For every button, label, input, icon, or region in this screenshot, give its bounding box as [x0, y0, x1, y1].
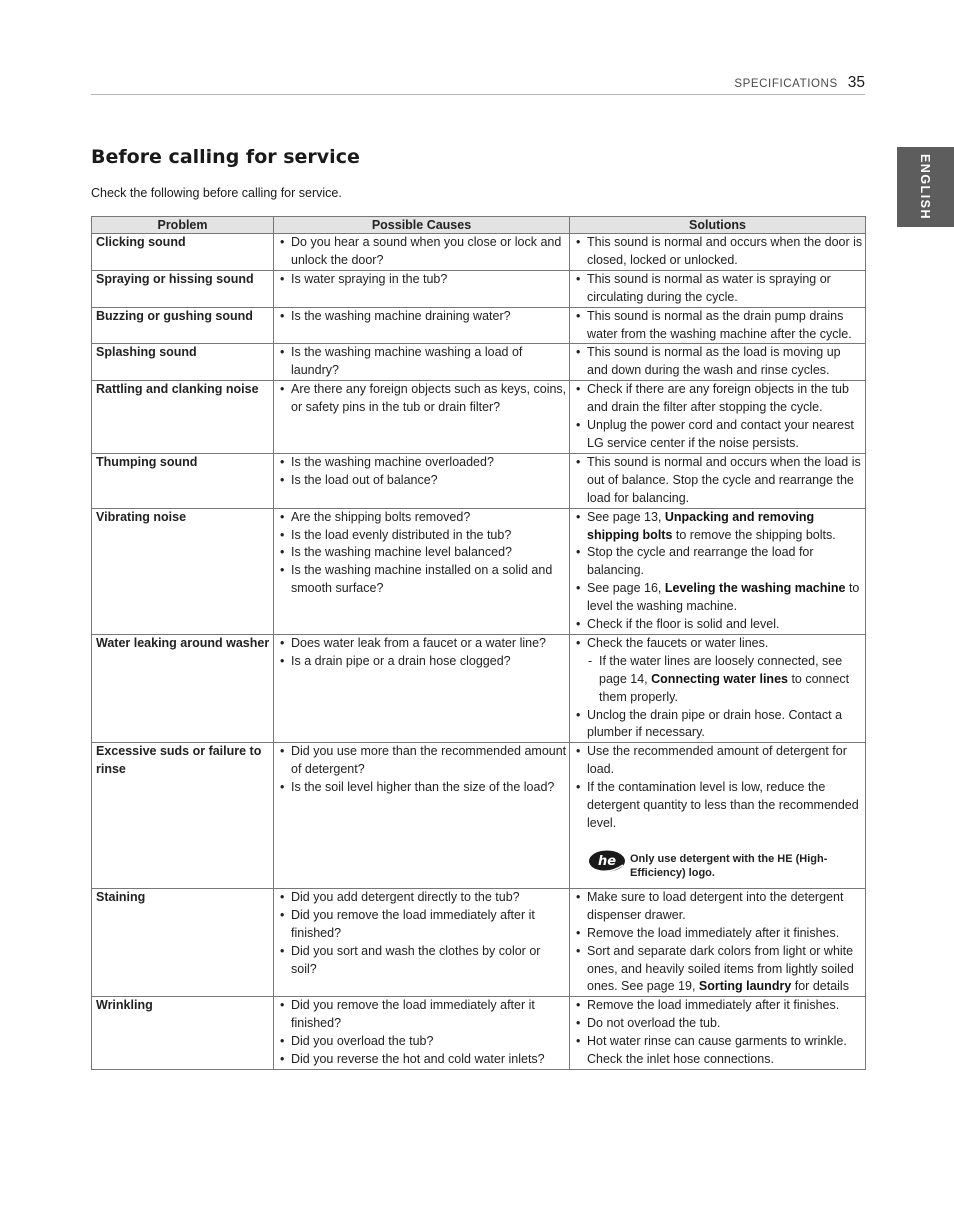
solution-item: • Check if the floor is solid and level. — [574, 616, 863, 634]
solution-text: for details — [791, 979, 849, 994]
he-detergent-note — [588, 849, 863, 880]
page-reference: Sorting laundry — [698, 979, 792, 994]
solution-item: • Do not overload the tub. — [574, 1015, 863, 1033]
solution-item: • Remove the load immediately after it finishes. — [574, 925, 863, 943]
cause-item: • Did you remove the load immediately after it finished? — [278, 997, 567, 1033]
problem-cell: Staining — [92, 888, 274, 996]
problem-cell: Splashing sound — [92, 344, 274, 381]
cause-item: • Did you add detergent directly to the tub? — [278, 889, 567, 907]
cause-item: • Does water leak from a faucet or a water line? — [278, 635, 567, 653]
problem-cell: Clicking sound — [92, 234, 274, 271]
causes-cell — [274, 381, 570, 454]
solution-item: • This sound is normal as the load is moving up and down during the wash and rinse cycles. — [574, 344, 863, 380]
table-row — [92, 344, 866, 381]
cause-item: • Did you remove the load immediately after it finished? — [278, 907, 567, 943]
cause-item: • Are the shipping bolts removed? — [278, 509, 567, 527]
causes-cell — [274, 344, 570, 381]
table-row — [92, 743, 866, 889]
solution-text: to level the washing machine. — [587, 581, 860, 614]
solution-text: Sort and separate dark colors from light or white ones, and heavily soiled items from lightly soiled ones. See page 19, — [587, 943, 854, 994]
table-row — [92, 888, 866, 996]
solution-text: If the water lines are loosely connected, see page 14, — [599, 653, 843, 686]
problem-cell: Excessive suds or failure to rinse — [92, 743, 274, 889]
causes-cell — [274, 888, 570, 996]
solution-text: to remove the shipping bolts. — [672, 527, 836, 542]
solution-item: • Make sure to load detergent into the detergent dispenser drawer. — [574, 889, 863, 925]
column-header-causes: Possible Causes — [274, 217, 570, 234]
solution-text: See page 16, — [587, 581, 665, 596]
causes-cell — [274, 307, 570, 344]
solution-item: • Use the recommended amount of detergent for load. — [574, 743, 863, 779]
solution-item — [574, 580, 863, 616]
solution-item: • Hot water rinse can cause garments to wrinkle. Check the inlet hose connections. — [574, 1033, 863, 1069]
solutions-cell — [570, 508, 866, 634]
causes-cell — [274, 997, 570, 1070]
column-header-solutions: Solutions — [570, 217, 866, 234]
problem-cell: Spraying or hissing sound — [92, 270, 274, 307]
problem-cell: Wrinkling — [92, 997, 274, 1070]
cause-item: • Did you sort and wash the clothes by color or soil? — [278, 943, 567, 979]
solution-item: • If the contamination level is low, reduce the detergent quantity to less than the recommended level. — [574, 779, 863, 833]
language-tab-label: ENGLISH — [918, 153, 932, 221]
cause-item: • Is the load out of balance? — [278, 472, 567, 490]
solution-item: • Stop the cycle and rearrange the load for balancing. — [574, 544, 863, 580]
table-row — [92, 634, 866, 742]
solution-item: • Remove the load immediately after it finishes. — [574, 997, 863, 1015]
language-tab — [897, 147, 954, 227]
causes-cell — [274, 234, 570, 271]
cause-item: • Are there any foreign objects such as keys, coins, or safety pins in the tub or drain filter? — [278, 381, 567, 417]
solution-item: • This sound is normal and occurs when the load is out of balance. Stop the cycle and rearrange the load for balancing. — [574, 454, 863, 508]
cause-item: • Is a drain pipe or a drain hose clogged? — [278, 653, 567, 671]
solutions-cell — [570, 381, 866, 454]
cause-item: • Is the washing machine level balanced? — [278, 544, 567, 562]
solutions-cell — [570, 634, 866, 742]
he-logo-text: he — [597, 853, 617, 869]
cause-item: • Is the washing machine draining water? — [278, 308, 567, 326]
solution-item: • This sound is normal and occurs when the door is closed, locked or unlocked. — [574, 234, 863, 270]
intro-text: Check the following before calling for service. — [91, 186, 342, 200]
solutions-cell — [570, 453, 866, 508]
he-logo-icon — [588, 849, 626, 873]
causes-cell — [274, 634, 570, 742]
table-row — [92, 453, 866, 508]
solutions-cell — [570, 743, 866, 889]
solution-text: See page 13, — [587, 509, 665, 524]
problem-cell: Vibrating noise — [92, 508, 274, 634]
solutions-cell — [570, 307, 866, 344]
he-note-text: Only use detergent with the HE (High-Efficiency) logo. — [630, 852, 828, 879]
page-header — [91, 74, 865, 95]
solution-item: • This sound is normal as water is spraying or circulating during the cycle. — [574, 271, 863, 307]
column-header-problem: Problem — [92, 217, 274, 234]
cause-item: • Is the washing machine overloaded? — [278, 454, 567, 472]
troubleshooting-table — [91, 216, 866, 1070]
table-row — [92, 508, 866, 634]
solution-item — [574, 509, 863, 545]
problem-cell: Buzzing or gushing sound — [92, 307, 274, 344]
page-reference: Unpacking and removing shipping bolts — [587, 509, 815, 542]
solution-item: • This sound is normal as the drain pump drains water from the washing machine after the cycle. — [574, 308, 863, 344]
solutions-cell — [570, 997, 866, 1070]
solutions-cell — [570, 344, 866, 381]
section-name: SPECIFICATIONS — [734, 78, 838, 90]
problem-cell: Thumping sound — [92, 453, 274, 508]
page-title: Before calling for service — [91, 146, 360, 168]
solution-item: • Unclog the drain pipe or drain hose. Contact a plumber if necessary. — [574, 707, 863, 743]
causes-cell — [274, 270, 570, 307]
table-row — [92, 270, 866, 307]
table-row — [92, 381, 866, 454]
solutions-cell — [570, 270, 866, 307]
table-row — [92, 234, 866, 271]
problem-cell: Water leaking around washer — [92, 634, 274, 742]
cause-item: • Did you reverse the hot and cold water inlets? — [278, 1051, 567, 1069]
solution-subitem — [574, 653, 863, 707]
cause-item: • Is the washing machine installed on a solid and smooth surface? — [278, 562, 567, 598]
cause-item: • Is the load evenly distributed in the tub? — [278, 527, 567, 545]
problem-cell: Rattling and clanking noise — [92, 381, 274, 454]
causes-cell — [274, 743, 570, 889]
cause-item: • Is the washing machine washing a load of laundry? — [278, 344, 567, 380]
solutions-cell — [570, 234, 866, 271]
cause-item: • Is the soil level higher than the size of the load? — [278, 779, 567, 797]
cause-item: • Did you overload the tub? — [278, 1033, 567, 1051]
solutions-cell — [570, 888, 866, 996]
table-row — [92, 307, 866, 344]
cause-item: • Do you hear a sound when you close or lock and unlock the door? — [278, 234, 567, 270]
solution-item: • Check the faucets or water lines. — [574, 635, 863, 653]
solution-item — [574, 943, 863, 997]
cause-item: • Is water spraying in the tub? — [278, 271, 567, 289]
page-reference: Leveling the washing machine — [664, 581, 846, 596]
solution-item: • Unplug the power cord and contact your nearest LG service center if the noise persists. — [574, 417, 863, 453]
solution-text: to connect them properly. — [599, 671, 850, 704]
table-row — [92, 997, 866, 1070]
page-number: 35 — [847, 74, 865, 91]
causes-cell — [274, 508, 570, 634]
table-header-row — [92, 217, 866, 234]
page-reference: Connecting water lines — [651, 671, 788, 686]
cause-item: • Did you use more than the recommended amount of detergent? — [278, 743, 567, 779]
solution-item: • Check if there are any foreign objects in the tub and drain the filter after stopping the cycle. — [574, 381, 863, 417]
causes-cell — [274, 453, 570, 508]
